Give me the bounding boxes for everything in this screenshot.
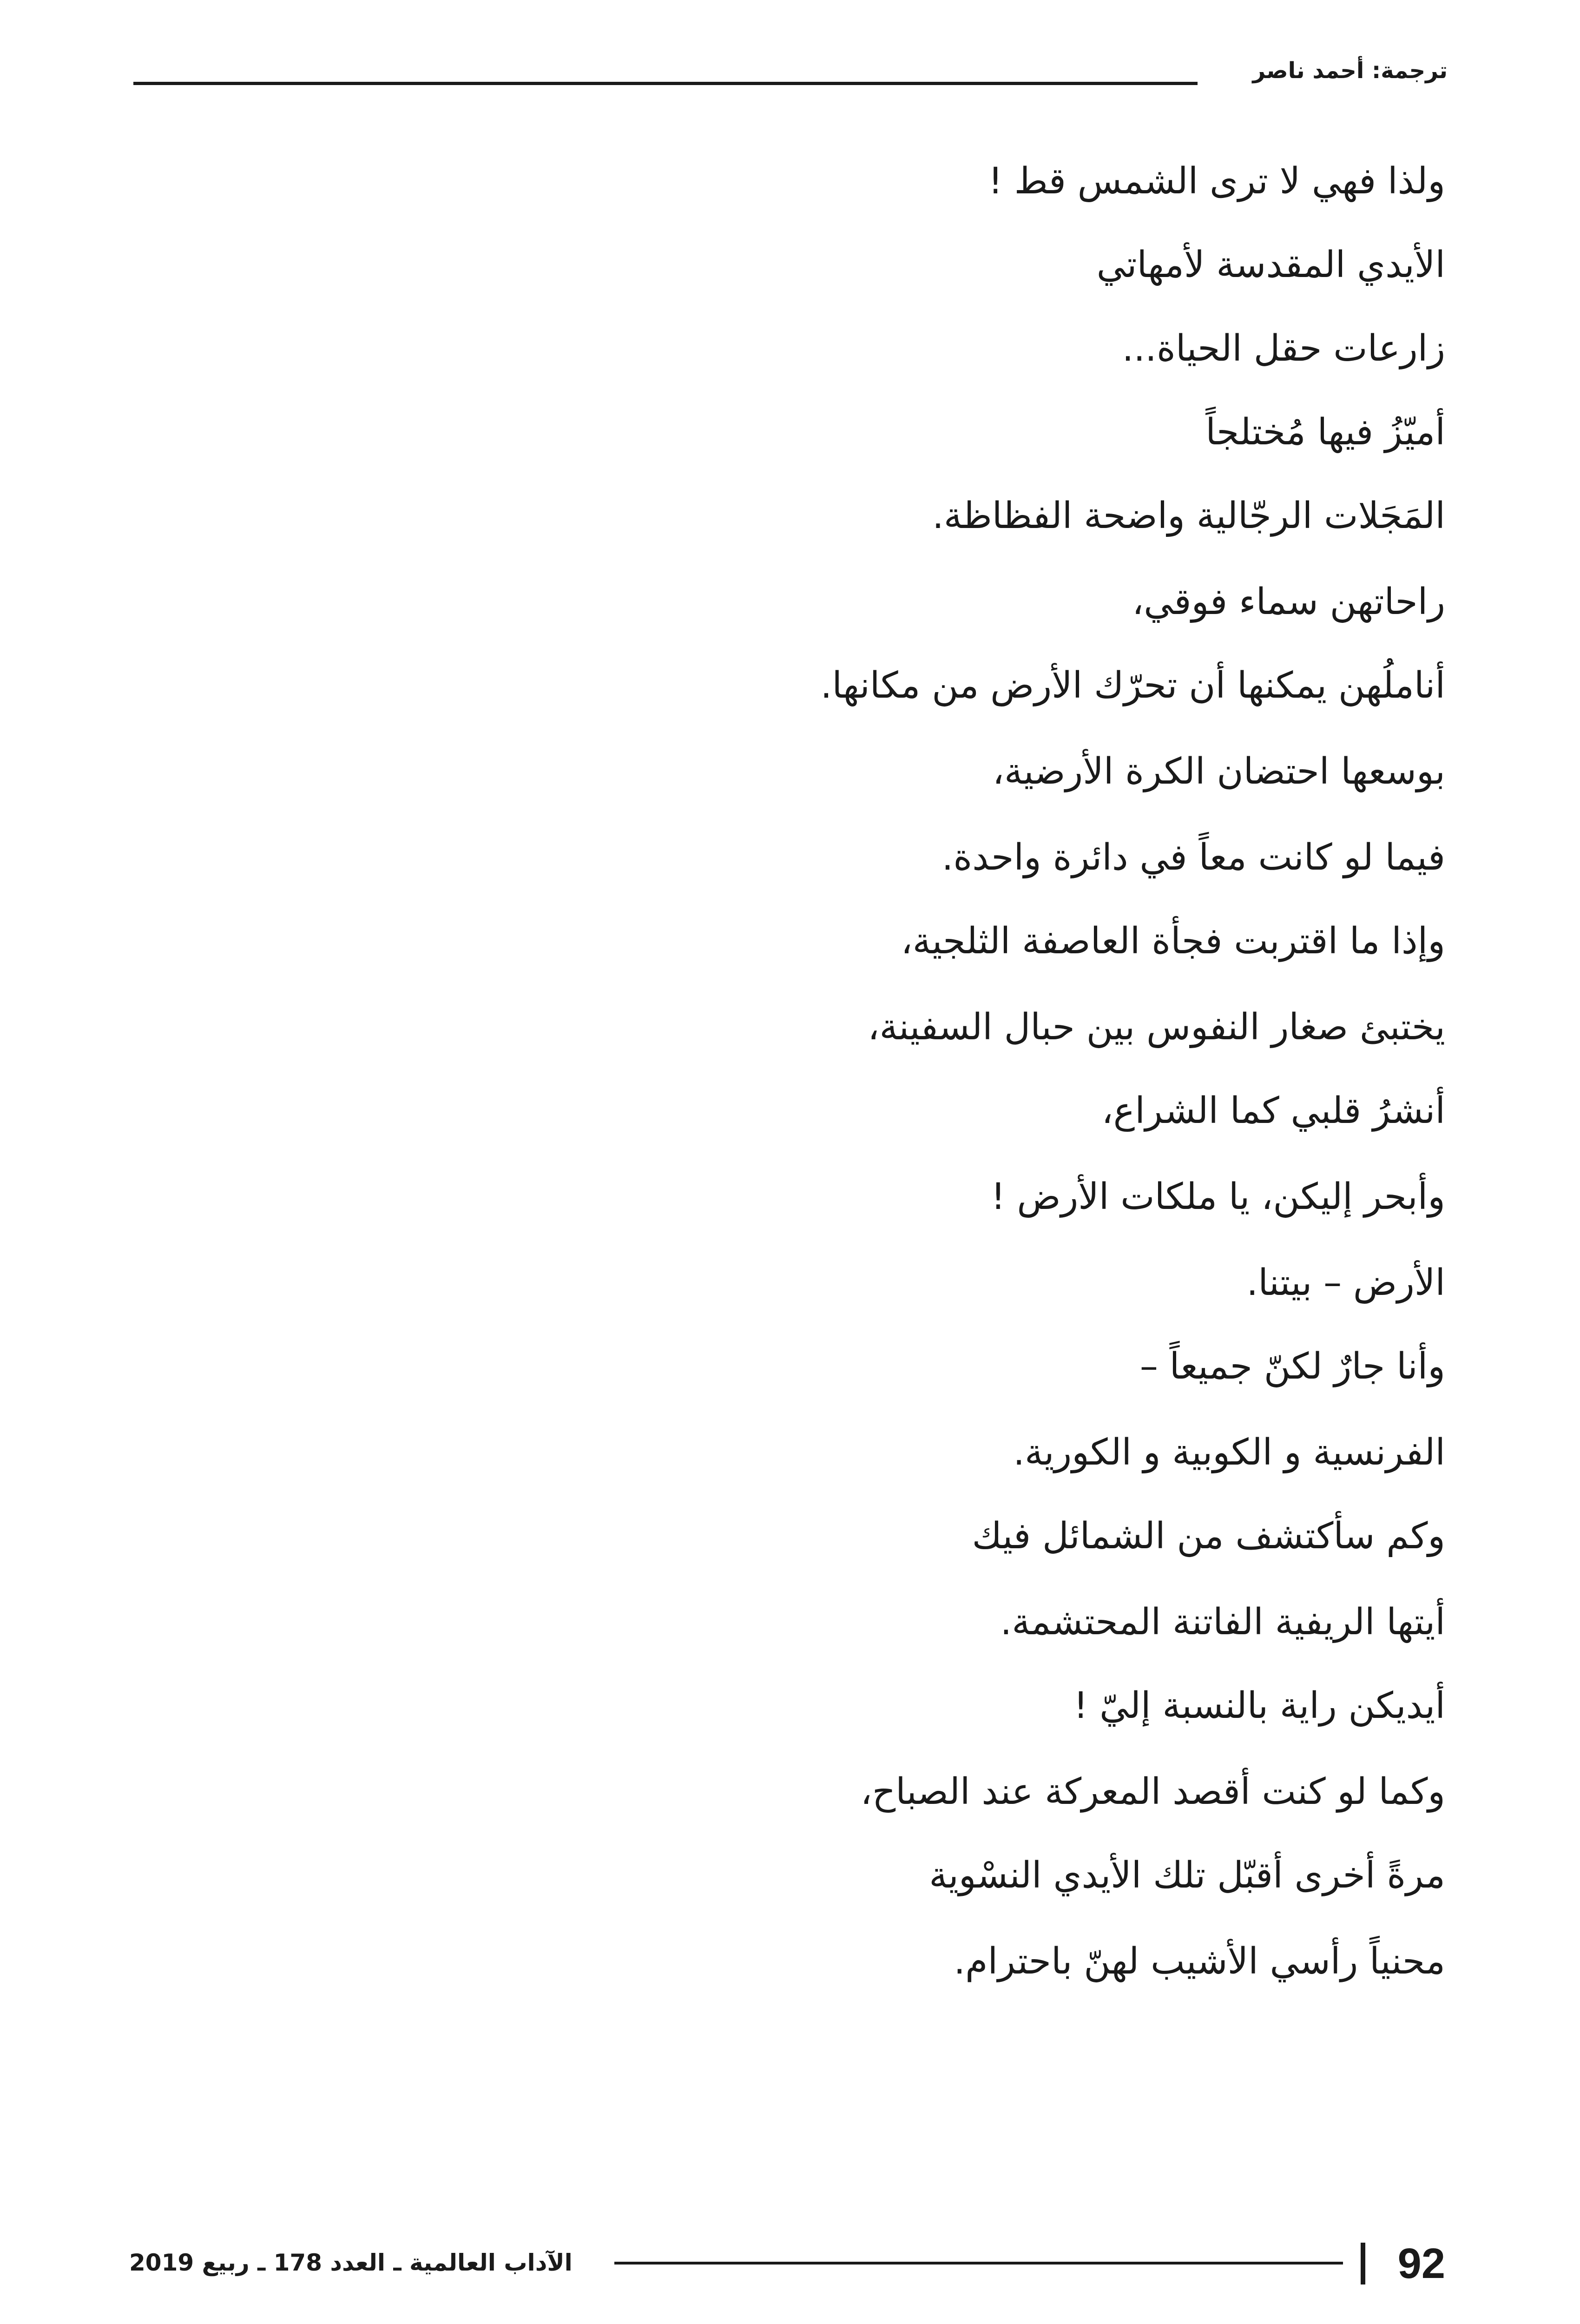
footer-separator-bar xyxy=(1361,2243,1365,2284)
poem-line: راحاتهن سماء فوقي، xyxy=(1132,581,1445,623)
footer-rule xyxy=(614,2262,1343,2265)
page-number: 92 xyxy=(1397,2240,1445,2287)
translator-credit: ترجمة: أحمد ناصر xyxy=(1252,58,1448,84)
poem-line: وأبحر إليكن، يا ملكات الأرض ! xyxy=(991,1176,1445,1218)
poem-line: فيما لو كانت معاً في دائرة واحدة. xyxy=(941,837,1445,878)
poem-line: محنياً رأسي الأشيب لهنّ باحترام. xyxy=(954,1941,1445,1982)
poem-line: الفرنسية و الكوبية و الكورية. xyxy=(1013,1432,1445,1473)
header-rule xyxy=(133,82,1198,85)
poem-line: مرةً أخرى أقبّل تلك الأيدي النسْوية xyxy=(929,1855,1445,1896)
poem-line: أيديكن راية بالنسبة إليّ ! xyxy=(1073,1685,1445,1727)
poem-line: وكم سأكتشف من الشمائل فيك xyxy=(972,1515,1445,1557)
poem-line: أنشرُ قلبي كما الشراع، xyxy=(1101,1090,1445,1132)
poem-line: المَجَلات الرجّالية واضحة الفظاظة. xyxy=(932,495,1445,537)
poem-line: أناملُهن يمكنها أن تحرّك الأرض من مكانها. xyxy=(820,665,1445,706)
poem-line: وكما لو كنت أقصد المعركة عند الصباح، xyxy=(860,1771,1445,1813)
poem-line: يختبئ صغار النفوس بين حبال السفينة، xyxy=(868,1006,1445,1048)
poem-line: وأنا جارٌ لكنّ جميعاً – xyxy=(1139,1346,1445,1387)
poem-line: أيتها الريفية الفاتنة المحتشمة. xyxy=(1000,1601,1445,1643)
poem-line: بوسعها احتضان الكرة الأرضية، xyxy=(992,751,1445,792)
poem-line: زارعات حقل الحياة... xyxy=(1122,328,1445,370)
poem-line: أميّزُ فيها مُختلجاً xyxy=(1205,411,1445,453)
poem-line: وإذا ما اقتربت فجأة العاصفة الثلجية، xyxy=(901,920,1445,962)
poem-line: ولذا فهي لا ترى الشمس قط ! xyxy=(988,160,1445,202)
poem-line: الأيدي المقدسة لأمهاتي xyxy=(1096,244,1445,286)
journal-issue: الآداب العالمية ـ العدد 178 ـ ربيع 2019 xyxy=(129,2249,573,2276)
poem-line: الأرض – بيتنا. xyxy=(1246,1262,1445,1304)
